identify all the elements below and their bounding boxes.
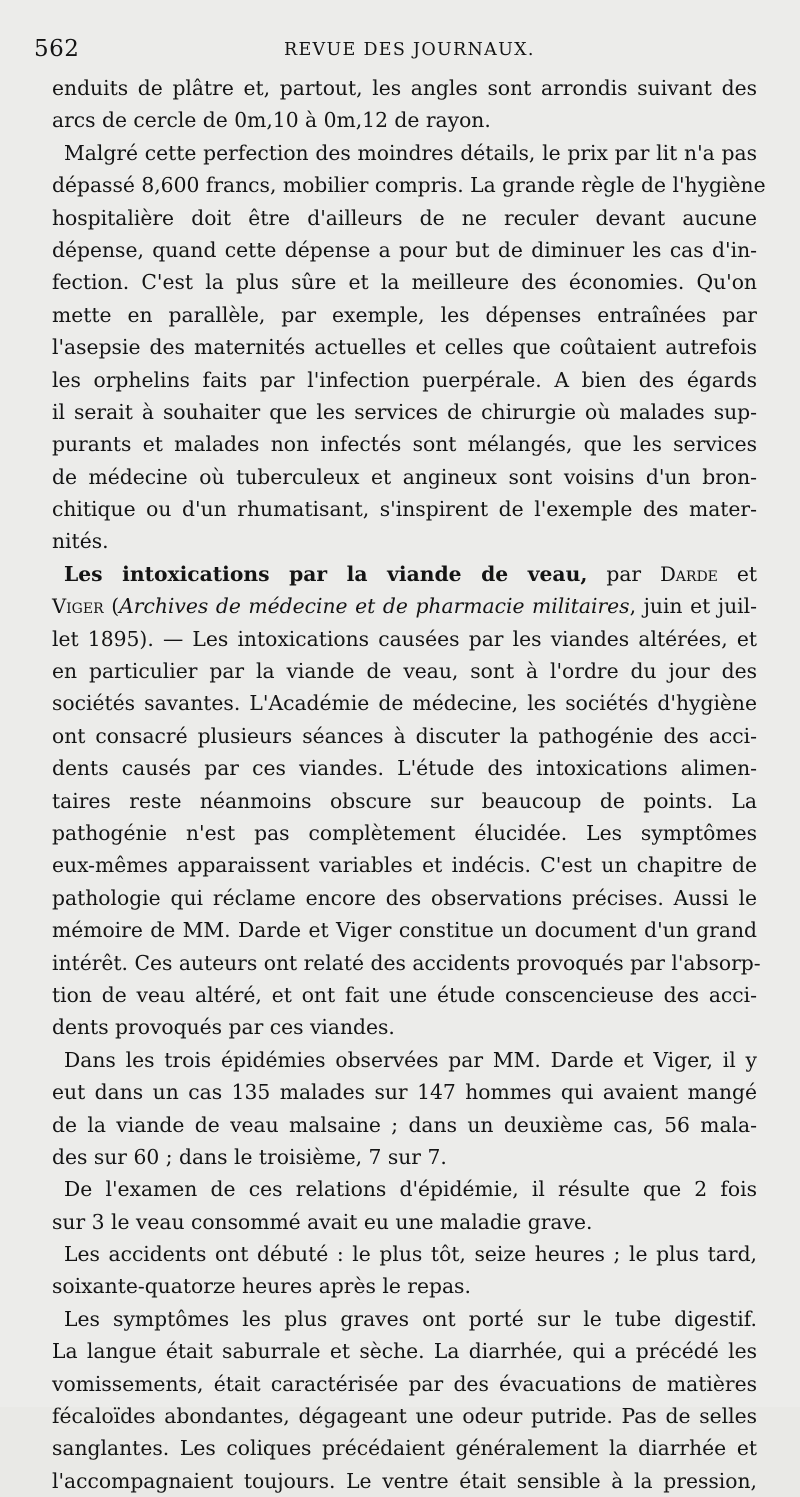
text-line: dépassé 8,600 francs, mobilier compris. La grande règle de l'hygiène — [52, 173, 766, 198]
text-line: sanglantes. Les coliques précédaient généralement la diarrhée et — [52, 1436, 757, 1461]
text-line: let 1895). — Les intoxications causées par les viandes altérées, et — [52, 626, 757, 651]
author-name: Darde — [660, 562, 718, 586]
text-line: en particulier par la viande de veau, sont à l'ordre du jour des — [52, 659, 757, 684]
text-line: ont consacré plusieurs séances à discuter la pathogénie des acci- — [52, 723, 757, 748]
text-line: arcs de cercle de 0m,10 à 0m,12 de rayon. — [52, 108, 491, 133]
text-line — [52, 590, 757, 622]
text-line: les orphelins faits par l'infection puerpérale. A bien des égards — [52, 367, 757, 392]
text-line: fection. C'est la plus sûre et la meilleure des économies. Qu'on — [52, 270, 757, 295]
text-fragment: ( — [111, 594, 120, 619]
text-fragment: et — [736, 561, 757, 586]
section-title: Les intoxications par la viande de veau, — [64, 561, 588, 586]
text-line: fécaloïdes abondantes, dégageant une odeur putride. Pas de selles — [52, 1404, 757, 1429]
page-header — [34, 36, 766, 64]
text-line: sur 3 le veau consommé avait eu une maladie grave. — [52, 1209, 593, 1234]
text-line: dents provoqués par ces viandes. — [52, 1015, 395, 1040]
text-fragment: par — [606, 561, 642, 586]
text-line: intérêt. Ces auteurs ont relaté des accidents provoqués par l'absorp- — [52, 950, 761, 975]
journal-title: Archives de médecine et de pharmacie militaires — [119, 594, 630, 619]
text-line: nités. — [52, 529, 109, 554]
text-line: hospitalière doit être d'ailleurs de ne reculer devant aucune — [52, 205, 757, 230]
text-line: il serait à souhaiter que les services de chirurgie où malades sup- — [52, 399, 757, 424]
text-line: des sur 60 ; dans le troisième, 7 sur 7. — [52, 1144, 447, 1169]
text-line: pathologie qui réclame encore des observations précises. Aussi le — [52, 885, 757, 910]
text-line: l'accompagnaient toujours. Le ventre était sensible à la pression, — [52, 1468, 757, 1493]
text-line: eut dans un cas 135 malades sur 147 hommes qui avaient mangé — [52, 1080, 757, 1105]
text-fragment: , juin et juil- — [629, 594, 757, 619]
text-line: taires reste néanmoins obscure sur beaucoup de points. La — [52, 788, 757, 813]
text-line: sociétés savantes. L'Académie de médecine, les sociétés d'hygiène — [52, 691, 757, 716]
text-line: Les symptômes les plus graves ont porté sur le tube digestif. — [64, 1306, 757, 1331]
text-line: mémoire de MM. Darde et Viger constitue un document d'un grand — [52, 918, 757, 943]
running-head: REVUE DES JOURNAUX. — [284, 40, 535, 60]
text-line: soixante-quatorze heures après le repas. — [52, 1274, 471, 1299]
text-line: pathogénie n'est pas complètement élucidée. Les symptômes — [52, 820, 757, 845]
text-line: purants et malades non infectés sont mélangés, que les services — [52, 432, 757, 457]
page-number: 562 — [34, 36, 80, 62]
text-line: l'asepsie des maternités actuelles et celles que coûtaient autrefois — [52, 335, 757, 360]
text-line: mette en parallèle, par exemple, les dépenses entraînées par — [52, 302, 757, 327]
text-line: De l'examen de ces relations d'épidémie, il résulte que 2 fois — [64, 1177, 757, 1202]
text-line: vomissements, était caractérisée par des évacuations de matières — [52, 1371, 757, 1396]
text-line: chitique ou d'un rhumatisant, s'inspirent de l'exemple des mater- — [52, 497, 757, 522]
text-line: enduits de plâtre et, partout, les angles sont arrondis suivant des — [52, 76, 757, 100]
page-body — [52, 72, 766, 1497]
section-heading-line — [52, 558, 757, 590]
text-line: La langue était saburrale et sèche. La diarrhée, qui a précédé les — [52, 1339, 757, 1364]
text-line: eux-mêmes apparaissent variables et indécis. C'est un chapitre de — [52, 853, 757, 878]
text-line: de médecine où tuberculeux et angineux sont voisins d'un bron- — [52, 464, 757, 489]
text-line: dépense, quand cette dépense a pour but de diminuer les cas d'in- — [52, 237, 757, 262]
text-line: Les accidents ont débuté : le plus tôt, seize heures ; le plus tard, — [64, 1242, 757, 1267]
text-line: Dans les trois épidémies observées par MM. Darde et Viger, il y — [64, 1047, 757, 1072]
author-name: Viger — [52, 595, 104, 619]
text-line: de la viande de veau malsaine ; dans un deuxième cas, 56 mala- — [52, 1112, 757, 1137]
text-line: Malgré cette perfection des moindres détails, le prix par lit n'a pas — [64, 140, 757, 165]
text-line: dents causés par ces viandes. L'étude des intoxications alimen- — [52, 756, 757, 781]
text-line: tion de veau altéré, et ont fait une étude conscencieuse des acci- — [52, 982, 757, 1007]
